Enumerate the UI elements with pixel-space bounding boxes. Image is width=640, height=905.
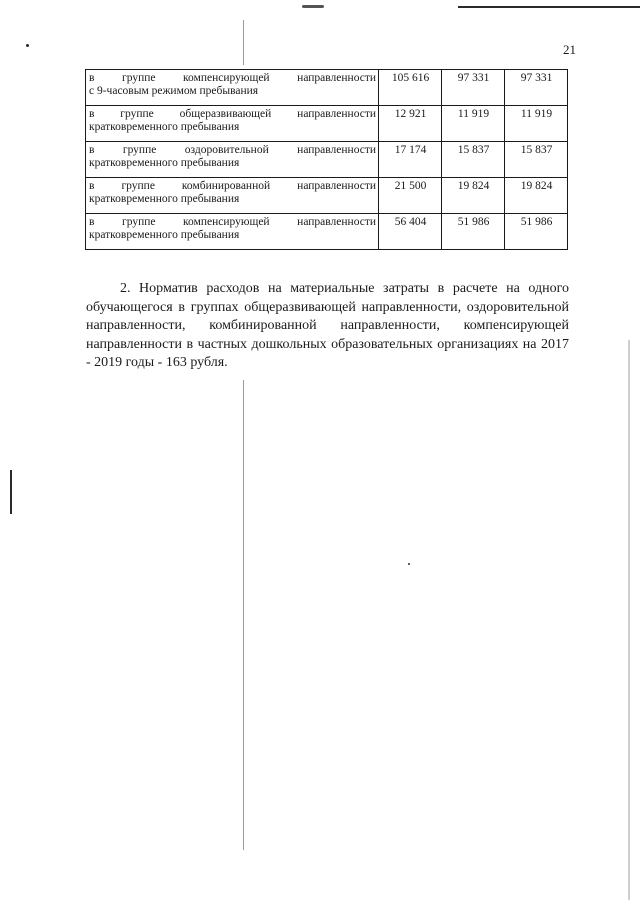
scan-artifact-dot	[408, 563, 410, 565]
value-2019: 15 837	[505, 142, 568, 178]
value-2017: 105 616	[379, 70, 442, 106]
row-description	[86, 214, 379, 250]
scan-artifact-fold-line	[243, 380, 244, 850]
norm-paragraph: 2. Норматив расходов на материальные затраты в расчете на одного обучающегося в группах общеразвивающей направленности, оздоровительной направленности, комбинированной направленности, компенсирующей направленности в частных дошкольных образовательных организациях на 2017 - 2019 годы - 163 рубля.	[86, 281, 569, 370]
row-description-line1: в группе оздоровительной направленности	[89, 144, 377, 156]
row-description	[86, 70, 379, 106]
value-2018: 51 986	[442, 214, 505, 250]
row-description-line1: в группе комбинированной направленности	[89, 180, 377, 192]
value-2017: 12 921	[379, 106, 442, 142]
row-description	[86, 178, 379, 214]
scan-artifact-fold-line	[243, 20, 244, 65]
value-2018: 97 331	[442, 70, 505, 106]
value-2018: 11 919	[442, 106, 505, 142]
norms-table	[85, 69, 568, 250]
row-description	[86, 106, 379, 142]
value-2017: 17 174	[379, 142, 442, 178]
row-description-line1: в группе компенсирующей направленности	[89, 216, 377, 228]
table-row	[86, 214, 568, 250]
table-row	[86, 142, 568, 178]
row-description-line2: с 9-часовым режимом пребывания	[89, 85, 259, 97]
row-description-line2: кратковременного пребывания	[89, 229, 240, 241]
table-row	[86, 178, 568, 214]
page-number: 21	[563, 42, 576, 57]
scan-artifact-left-bar	[10, 470, 12, 514]
value-2017: 56 404	[379, 214, 442, 250]
table-row	[86, 70, 568, 106]
value-2019: 19 824	[505, 178, 568, 214]
value-2019: 97 331	[505, 70, 568, 106]
scan-artifact-dot	[26, 44, 29, 47]
scan-artifact-top-mark	[302, 5, 324, 8]
value-2017: 21 500	[379, 178, 442, 214]
scan-artifact-top-line	[458, 6, 640, 8]
row-description	[86, 142, 379, 178]
value-2018: 15 837	[442, 142, 505, 178]
value-2019: 51 986	[505, 214, 568, 250]
row-description-line2: кратковременного пребывания	[89, 193, 240, 205]
row-description-line1: в группе компенсирующей направленности	[89, 72, 377, 84]
table-row	[86, 106, 568, 142]
row-description-line2: кратковременного пребывания	[89, 121, 240, 133]
value-2019: 11 919	[505, 106, 568, 142]
scan-artifact-right-edge	[628, 340, 630, 900]
row-description-line2: кратковременного пребывания	[89, 157, 240, 169]
value-2018: 19 824	[442, 178, 505, 214]
row-description-line1: в группе общеразвивающей направленности	[89, 108, 377, 120]
